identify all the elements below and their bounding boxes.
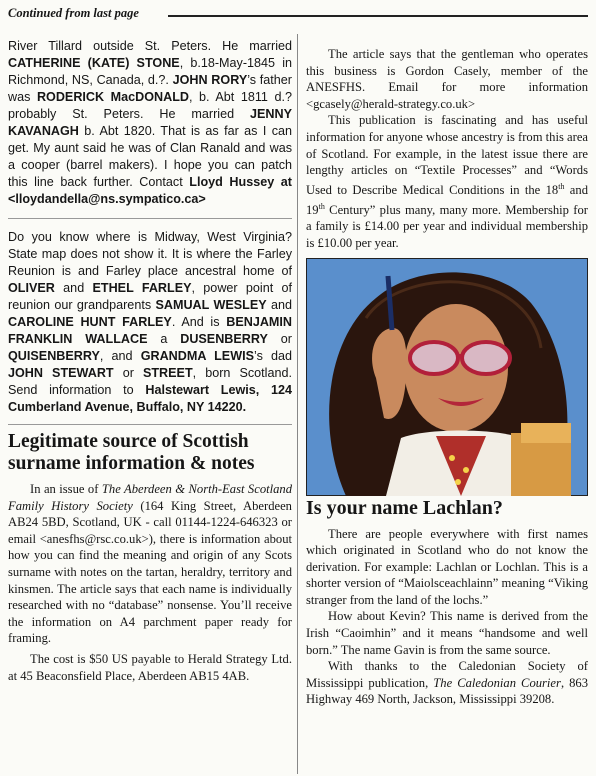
text-run: and (54, 281, 93, 295)
text-run: , born Scotland. Send information to (8, 366, 292, 397)
text-run: ’s father was (8, 73, 292, 104)
bold-name-run: QUISENBERRY (8, 349, 100, 363)
column-divider (297, 34, 298, 774)
text-run: , b. Abt 1811 d.? probably St. Peters. He married (8, 90, 292, 121)
bold-name-run: GRANDMA LEWIS (140, 349, 254, 363)
article-paragraph: This publication is fascinating and has useful information for anyone whose ancestry is from this area of Scotland. For example, in the latest issue there are lengthy articles on “Textile Processes” and “Words Used to Describe Medical Conditions in the 18th and 19th Century” plus many, many more. Membership for a family is £14.00 per year and individual membership is £10.00 per year. (306, 113, 588, 250)
bold-name-run: STREET (142, 366, 193, 380)
bold-name-run: RODERICK MacDONALD (36, 90, 190, 104)
left-column (8, 38, 292, 684)
query-farley (8, 229, 292, 416)
bold-name-run: SAMUAL WESLEY (155, 298, 267, 312)
continued-label: Continued from last page (8, 6, 139, 20)
article-paragraph: How about Kevin? This name is derived from the Irish “Caoimhin” and it means “handsome and well born.” The name Gavin is from the same source. (306, 609, 588, 657)
bold-name-run: OLIVER (8, 281, 55, 295)
text-run: a (147, 332, 181, 346)
article-heading-lachlan: Is your name Lachlan? (306, 496, 503, 519)
bold-name-run: BENJAMIN FRANKLIN WALLACE (8, 315, 293, 346)
page-header (8, 6, 588, 22)
header-rule (168, 15, 588, 17)
article-paragraph: The article says that the gentleman who operates this business is Gordon Casely, member of the ANESFHS. Email for more information <gcasely@herald-strategy.co.uk> (306, 47, 588, 111)
text-run: Do you know where is Midway, West Virginia? State map does not show it. It is where the Farley Reunion is and Farley place ancestral home of (8, 230, 292, 278)
bold-name-run: Halstewart Lewis, 124 Cumberland Avenue, Buffalo, NY 14220. (8, 383, 292, 414)
bold-name-run: ETHEL FARLEY (92, 281, 192, 295)
bold-name-run: CAROLINE HUNT FARLEY (8, 315, 172, 329)
text-run: . And is (171, 315, 227, 329)
text-run: ’s dad (254, 349, 293, 363)
section-divider (8, 218, 292, 219)
text-run: River Tillard outside St. Peters. He married (8, 39, 292, 53)
article-paragraph: There are people everywhere with first names which originated in Scotland who do not know the derivation. For example: Lachlan or Lochlan. This is a shorter version of “Maiolsceachlainn” meaning “Viking stranger from the land of the lochs.” (306, 526, 588, 607)
section-divider (8, 424, 292, 425)
illustration-woman-with-glasses (306, 258, 588, 496)
text-run: , b.18-May-1845 in Richmond, NS, Canada, d.?. (8, 56, 292, 87)
article-paragraph: With thanks to the Caledonian Society of Mississippi publication, The Caledonian Courier, 863 Highway 469 North, Jackson, Mississippi 39208. (306, 659, 589, 707)
bold-name-run: DUSENBERRY (180, 332, 268, 346)
article-paragraph: In an issue of The Aberdeen & North-East Scotland Family History Society (164 King Street, Aberdeen AB24 5BD, Scotland, UK - call 01144-1224-646323 or email <anesfhs@rsc.co.uk>), there is information about how you can find the meaning and origin of any Scots surname with notes on the tartan, heraldry, territory and kinsmen. The article says that each name is individually researched with no “database” nonsense. You’ll receive the information on A4 parchment paper ready for framing. (8, 482, 293, 646)
text-run: or (267, 332, 292, 346)
bold-name-run: JOHN STEWART (8, 366, 114, 380)
article-heading-scottish-surname: Legitimate source of Scottish surname information & notes (8, 431, 255, 474)
text-run: or (113, 366, 143, 380)
bold-name-run: CATHERINE (KATE) STONE (8, 56, 180, 70)
text-run: , power point of reunion our grandparents (8, 281, 292, 312)
query-hussey (8, 38, 292, 208)
text-run: and (266, 298, 292, 312)
text-run: , and (99, 349, 141, 363)
article-paragraph: The cost is $50 US payable to Herald Strategy Ltd. at 45 Beaconsfield Place, Aberdeen AB15 4AB. (8, 651, 292, 683)
bold-name-run: JOHN RORY (172, 73, 248, 87)
bold-name-run: JENNY KAVANAGH (8, 107, 292, 138)
text-run: b. Abt 1820. That is as far as I can get. My aunt said he was of Clan Ranald and was a cooper (barrel makers). I hope you can patch this line back further. Contact (8, 124, 292, 189)
right-column (306, 46, 588, 708)
bold-name-run: Lloyd Hussey at <lloydandella@ns.sympatico.ca> (8, 175, 292, 206)
woman-illustration-image (306, 258, 588, 496)
